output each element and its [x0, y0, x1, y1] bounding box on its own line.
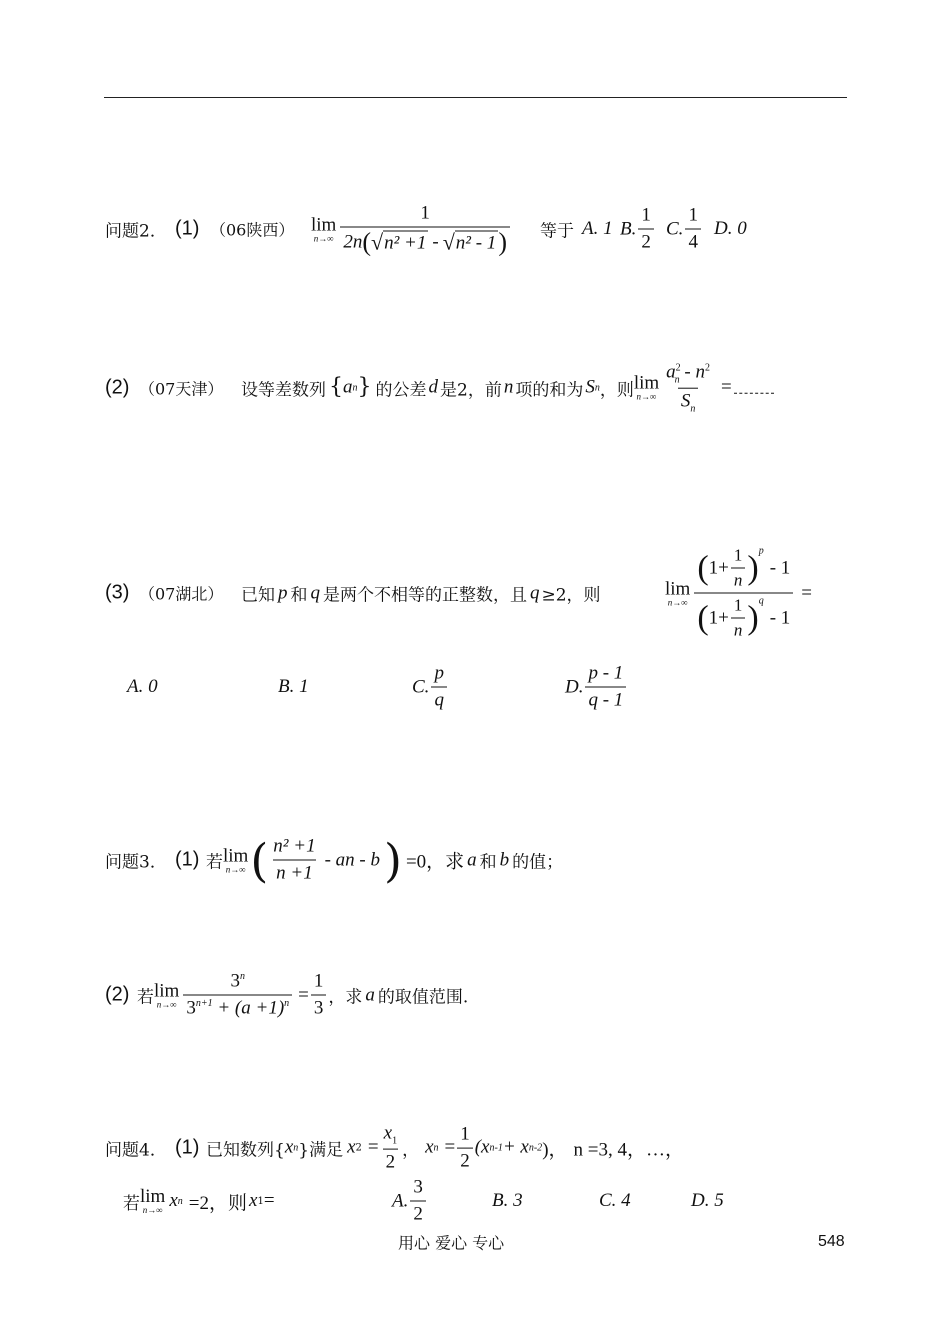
lim-operator: lim n→∞	[633, 373, 660, 402]
q-number: (2)	[105, 376, 130, 399]
rhs-fraction: $\frac{1}{3}$	[311, 971, 327, 1020]
main-fraction: 1 2n ( √ n² +1 - √ n² - 1 )	[340, 203, 510, 256]
option-c: C. 4	[599, 1190, 631, 1211]
limit-fraction: $\frac{a^2_n - n^2}{S_n}$	[666, 361, 710, 415]
q-number: (1)	[175, 848, 200, 871]
option-d: D. 0	[714, 218, 747, 239]
q-number: (1)	[175, 1136, 200, 1159]
option-b: B. 3	[492, 1190, 523, 1211]
limit-expression	[311, 203, 512, 256]
problem-4-label: 问题4．	[105, 1140, 167, 1161]
answer-blank	[734, 383, 774, 394]
main-fraction: ( 1+ $\frac{1}{n}$ ) $^p$ - 1 ( 1+ $\frac{1}{n}$ ) $^q$ - 1	[694, 546, 793, 641]
inner-fraction: $\frac{\text{n² +1}}{n +1}$	[273, 835, 316, 884]
lim-operator: lim n→∞	[311, 214, 337, 243]
q-text: 已知 p 和 q 是两个不相等的正整数，且 q ≥2，则	[241, 582, 601, 606]
option-a: A. 1	[582, 218, 613, 239]
q-text: 若 lim n→∞ $\frac{3^n}{3^{n+1} + (a +1)^n}$ = $\frac{1}{3}$ ，求 a 的取值范围.	[137, 970, 469, 1019]
option-c: C. $\frac{p}{q}$	[412, 663, 449, 712]
problem-3-label: 问题3．	[105, 852, 167, 873]
limit-fraction: $\frac{3^n}{3^{n+1} + (a +1)^n}$	[183, 971, 292, 1020]
half-fraction: $\frac{1}{2}$	[457, 1123, 473, 1172]
x1-over-2: $\frac{x_1}{2}$	[383, 1122, 398, 1173]
q-text: 已知数列{ x n }满足 x 2 = $\frac{x_1}{2}$ ， x n = $\frac{1}{2}$ (x n-1 + x n-2 )， n =3, 4，…，	[206, 1122, 684, 1173]
option-b: B. $\frac{1}{2}$	[620, 205, 656, 254]
q-number: (1)	[175, 217, 200, 240]
footer-motto: 用心 爱心 专心	[398, 1233, 505, 1253]
option-d: D. $\frac{p - 1}{q - 1}$	[565, 663, 628, 712]
option-c: C. $\frac{1}{4}$	[666, 205, 703, 254]
source-tag: （07湖北）	[139, 584, 224, 604]
option-a: A. $\frac{3}{2}$	[392, 1177, 428, 1226]
header-rule	[104, 97, 847, 98]
lim-operator: lim n→∞	[154, 980, 180, 1009]
source-tag: （06陕西）	[210, 220, 295, 240]
q-number: (2)	[105, 983, 130, 1006]
page-number: 548	[818, 1233, 845, 1250]
lim-operator: lim n→∞	[140, 1186, 166, 1215]
q-text: 设等差数列 { a n } 的公差 d 是2，前 n 项的和为 S n ，则 lim n→∞ $\frac{a^2_n - n^2}{S_n}$ =	[241, 362, 774, 415]
problem-2-label: 问题2．	[105, 221, 167, 242]
q-text: 若 lim n→∞ ( $\frac{\text{n² +1}}{n +1}$ - an - b ) =0，求 a 和 b 的值；	[206, 833, 564, 887]
lim-operator: lim n→∞	[223, 845, 249, 874]
q-number: (3)	[105, 581, 130, 604]
limit-expression: lim n→∞ ( 1+ $\frac{1}{n}$ ) $^p$ - 1 ( 1+ $\frac{1}{n}$ ) $^q$ - 1 =	[665, 545, 813, 640]
source-tag: （07天津）	[139, 379, 224, 399]
lim-operator: lim n→∞	[665, 578, 691, 607]
option-d: D. 5	[691, 1190, 724, 1211]
tail-text: 等于	[540, 221, 574, 242]
option-a: A. 0	[127, 676, 158, 697]
q-text: 若 lim n→∞ x n =2，则 x 1 =	[123, 1186, 275, 1215]
option-b: B. 1	[278, 676, 309, 697]
